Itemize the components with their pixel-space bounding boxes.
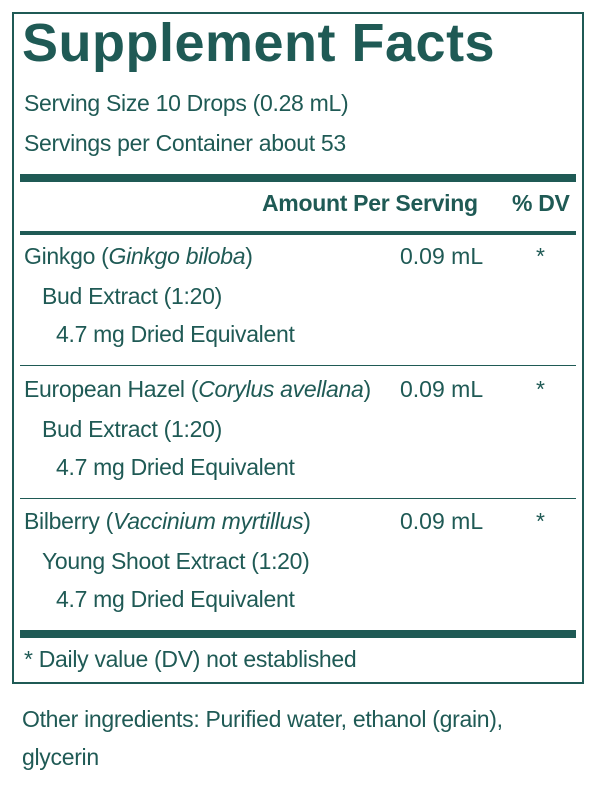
ingredient-name: Ginkgo (Ginkgo biloba) — [24, 243, 253, 269]
ingredient-dv: * — [536, 508, 545, 534]
row-divider — [20, 365, 576, 366]
ingredient-amount: 0.09 mL — [400, 243, 484, 269]
other-ingredients: Other ingredients: Purified water, ethanol (grain), glycerin — [22, 706, 503, 770]
supplement-facts-panel — [12, 12, 584, 684]
ingredient-name: Bilberry (Vaccinium myrtillus) — [24, 508, 311, 534]
thick-divider-bottom — [20, 630, 576, 638]
ingredient-extract: Bud Extract (1:20) — [42, 283, 222, 309]
ingredient-extract: Young Shoot Extract (1:20) — [42, 548, 310, 574]
ingredient-extract: Bud Extract (1:20) — [42, 416, 222, 442]
header-divider — [20, 231, 576, 235]
ingredient-dv: * — [536, 243, 545, 269]
dv-footnote: * Daily value (DV) not established — [24, 646, 357, 672]
row-divider — [20, 498, 576, 499]
thick-divider-top — [20, 174, 576, 182]
serving-size: Serving Size 10 Drops (0.28 mL) — [24, 90, 349, 116]
ingredient-amount: 0.09 mL — [400, 508, 484, 534]
ingredient-row — [14, 502, 582, 628]
ingredient-row — [14, 237, 582, 363]
servings-per-container: Servings per Container about 53 — [24, 130, 346, 156]
ingredient-equivalent: 4.7 mg Dried Equivalent — [56, 454, 295, 480]
amount-per-serving-header: Amount Per Serving — [262, 190, 478, 216]
ingredient-dv: * — [536, 376, 545, 402]
ingredient-amount: 0.09 mL — [400, 376, 484, 402]
panel-title: Supplement Facts — [22, 13, 496, 73]
ingredient-row — [14, 370, 582, 496]
percent-dv-header: % DV — [512, 190, 570, 216]
ingredient-equivalent: 4.7 mg Dried Equivalent — [56, 321, 295, 347]
ingredient-equivalent: 4.7 mg Dried Equivalent — [56, 586, 295, 612]
ingredient-name: European Hazel (Corylus avellana) — [24, 376, 371, 402]
